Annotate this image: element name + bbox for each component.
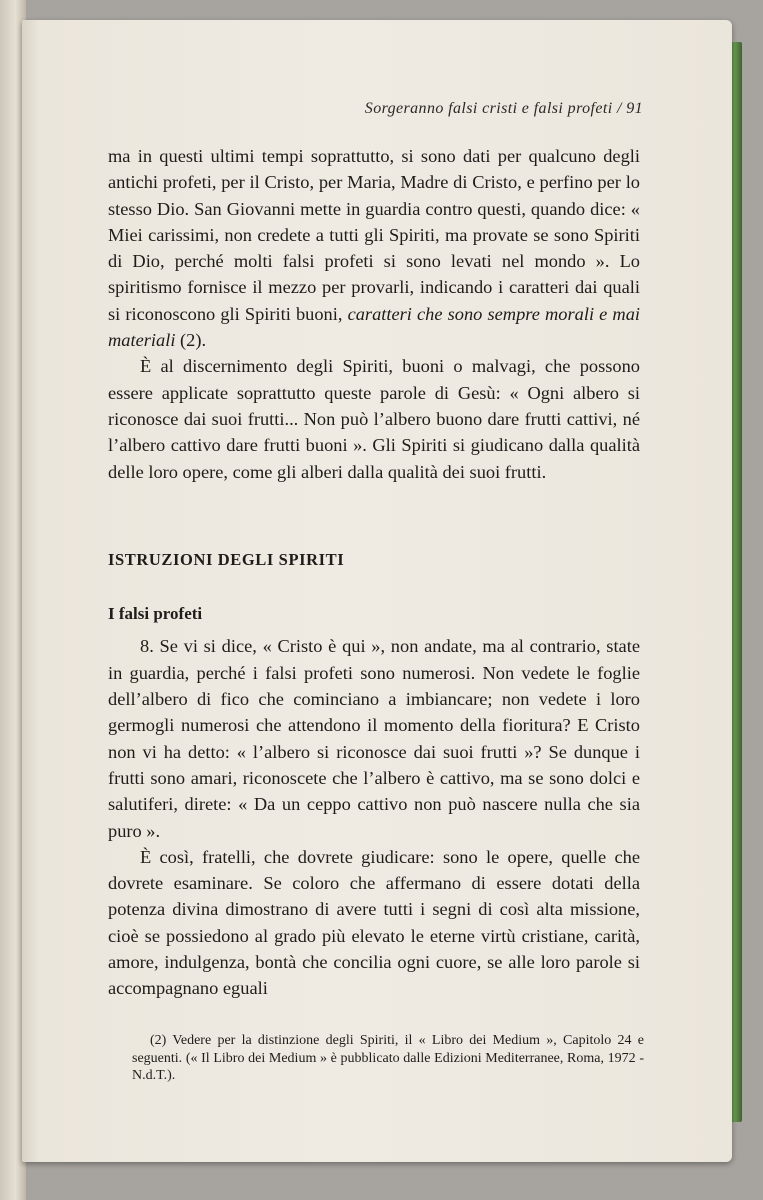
- paragraph-2: È al discernimento degli Spiriti, buoni o malvagi, che possono essere applicate soprattutto queste parole di Gesù: « Ogni albero si riconosce dai suoi frutti... Non può l’albero buono dare frutti cattivi, né l’albero cattivo dare frutti buoni ». Gli Spiriti si giudicano dalla qualità delle loro opere, come gli alberi dalla qualità dei suoi frutti.: [108, 356, 640, 482]
- page-body: [108, 143, 640, 1002]
- paragraph-1: [108, 143, 640, 353]
- paragraph-3: 8. Se vi si dice, « Cristo è qui », non andate, ma al contrario, state in guardia, perché i falsi profeti sono numerosi. Non vedete le foglie dell’albero di fico che cominciano a imbiancare; non vedete i loro germogli numerosi che attendono il momento della fioritura? E Cristo non vi ha detto: « l’albero si riconosce dai suoi frutti »? Se dunque i frutti sono amari, riconoscete che l’albero è cattivo, ma se sono dolci e salutiferi, direte: « Da un ceppo cattivo non può nascere nulla che sia puro ».: [108, 636, 640, 841]
- book-page: [22, 20, 732, 1162]
- paragraph-1-text: ma in questi ultimi tempi soprattutto, si sono dati per qualcuno degli antichi profeti, per il Cristo, per Maria, Madre di Cristo, e perfino per lo stesso Dio. San Giovanni mette in guardia contro questi, quando dice: « Miei carissimi, non credete a tutti gli Spiriti, ma provate se sono Spiriti di Dio, perché molti falsi profeti si sono levati nel mondo ». Lo spiritismo fornisce il mezzo per provarli, indicando i caratteri dai quali si riconoscono gli Spiriti buoni,: [108, 146, 640, 324]
- footnotes: [132, 1032, 644, 1085]
- footnote-2: (2) Vedere per la distinzione degli Spiriti, il « Libro dei Medium », Capitolo 24 e seguenti. (« Il Libro dei Medium » è pubblicato dalle Edizioni Mediterranee, Roma, 1972 - N.d.T.).: [132, 1033, 644, 1083]
- paragraph-4: È così, fratelli, che dovrete giudicare: sono le opere, quelle che dovrete esaminare. Se coloro che affermano di essere dotati della potenza divina dimostrano di avere tutti i segni di così alta missione, cioè se possiedono al grado più elevato le eterne virtù cristiane, carità, amore, indulgenza, bontà che concilia ogni cuore, se alle loro parole si accompagnano eguali: [108, 846, 640, 999]
- subsection-title: I falsi profeti: [108, 604, 203, 624]
- footnote-reference: (2).: [180, 330, 207, 351]
- section-title: ISTRUZIONI DEGLI SPIRITI: [108, 549, 345, 569]
- paragraph-1-italic: caratteri che sono sempre morali e mai materiali: [108, 303, 641, 351]
- running-header: Sorgeranno falsi cristi e falsi profeti / 91: [364, 100, 643, 117]
